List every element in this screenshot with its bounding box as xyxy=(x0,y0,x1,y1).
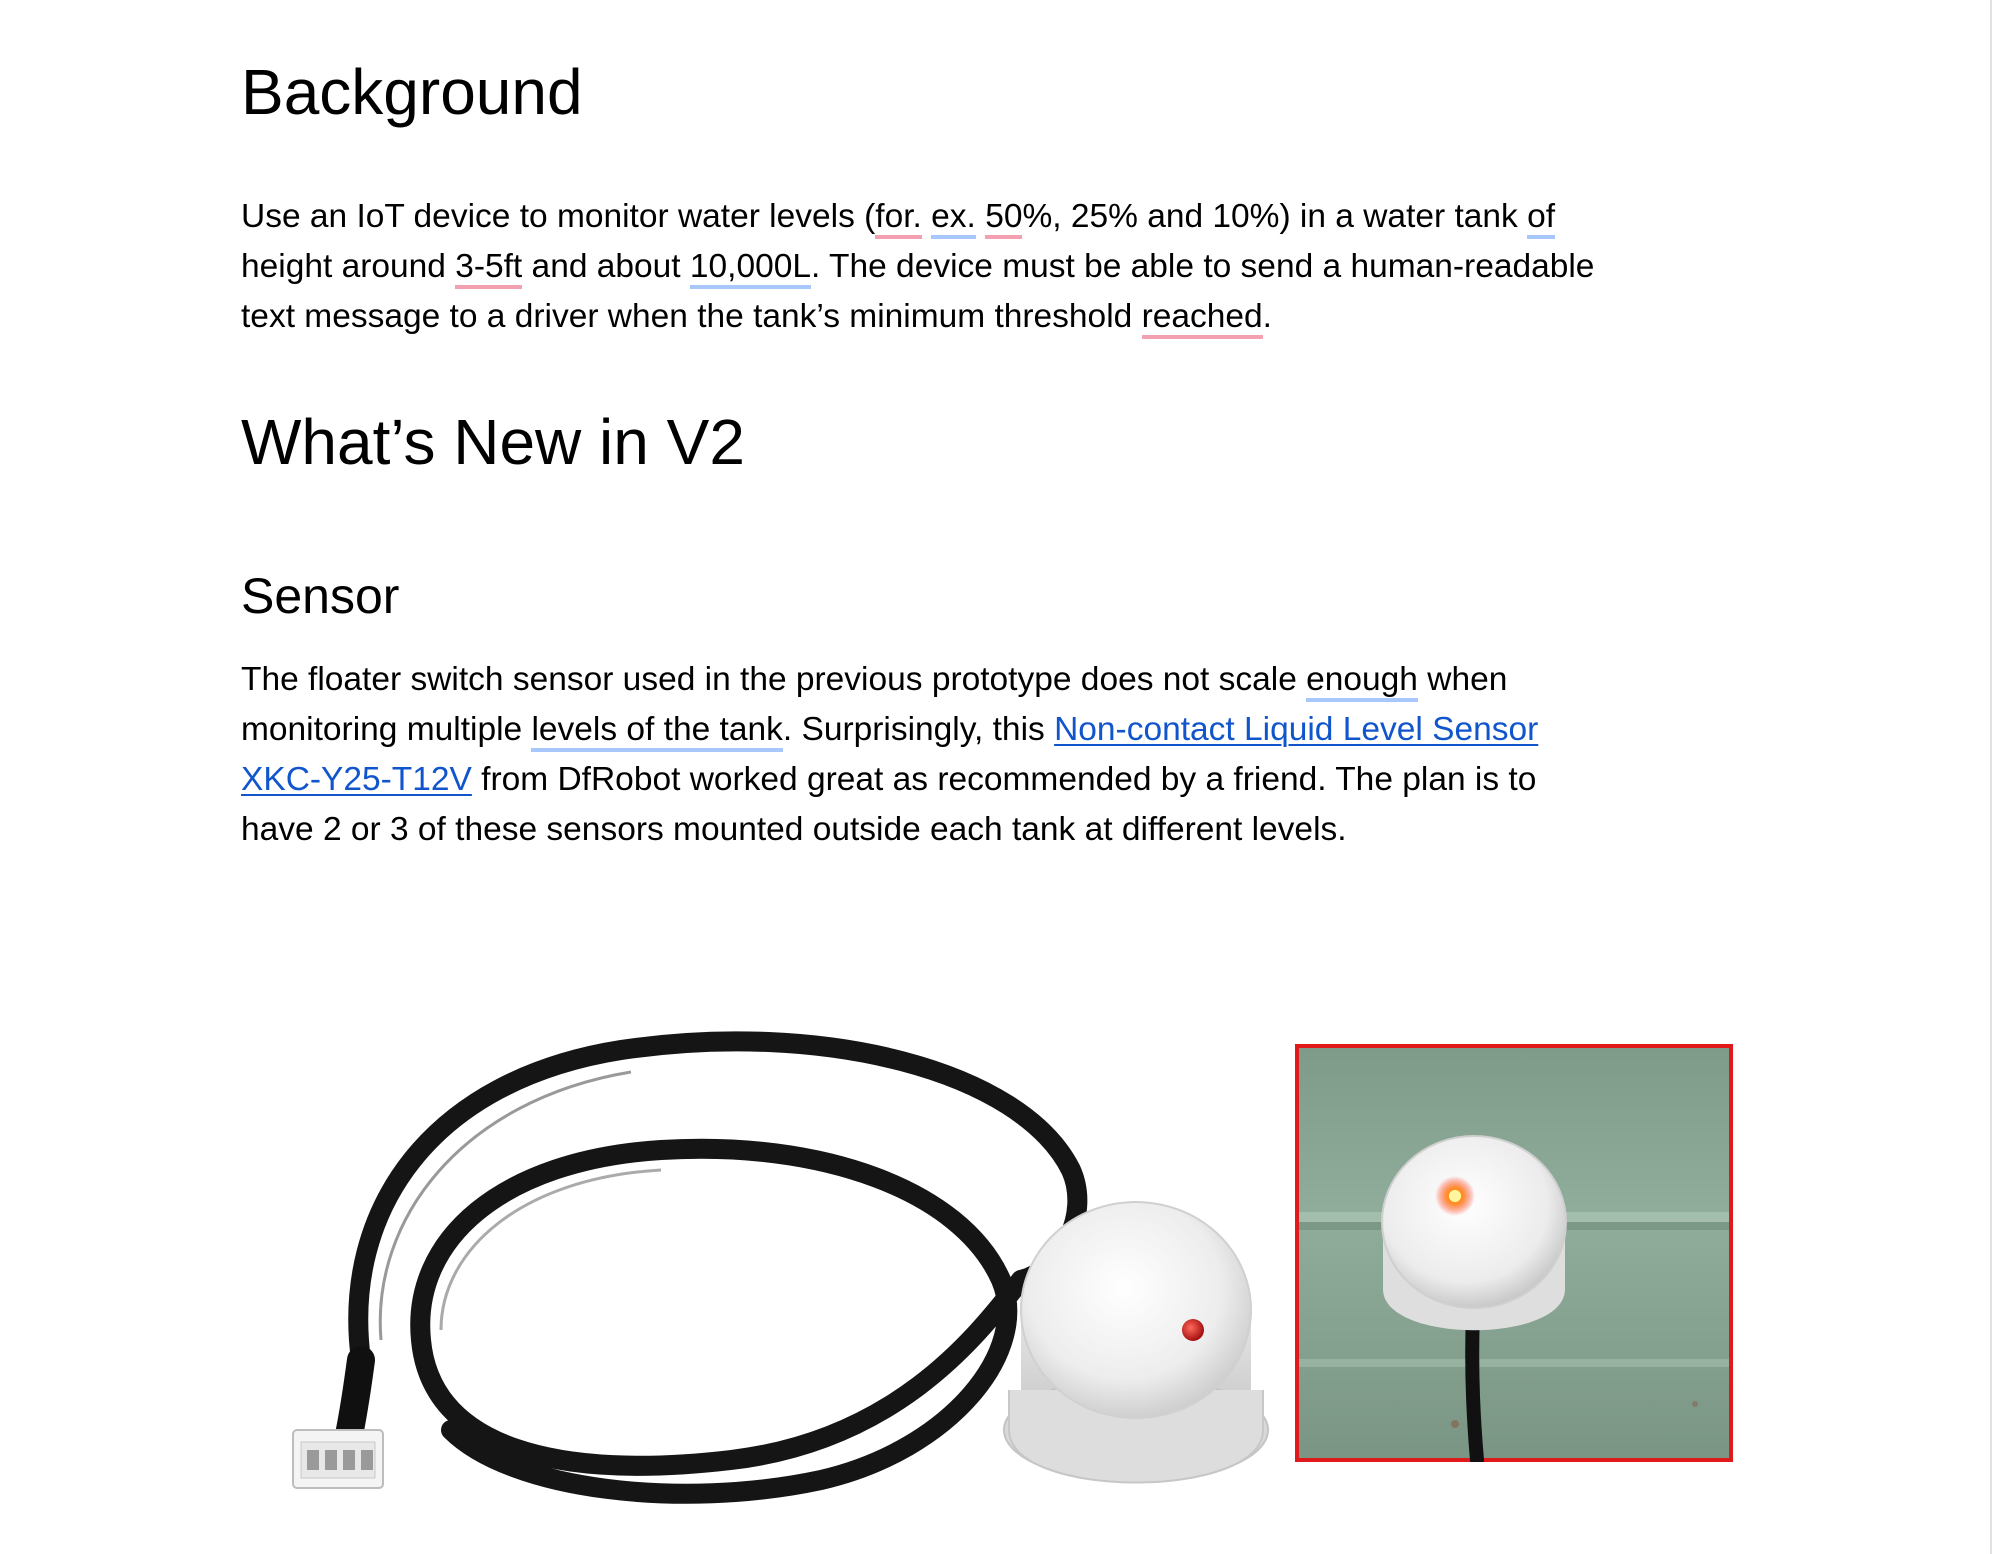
background-line-2: height around 3-5ft and about 10,000L. The device must be able to send a human-readable xyxy=(241,242,1741,292)
sensor-line-1: The floater switch sensor used in the previous prototype does not scale enough when xyxy=(241,655,1741,705)
background-paragraph xyxy=(241,192,1741,342)
heading-whats-new: What’s New in V2 xyxy=(241,406,745,478)
heading-sensor: Sensor xyxy=(241,568,400,624)
spelling-flag-reached[interactable]: reached xyxy=(1142,298,1263,339)
grammar-flag-enough[interactable]: enough xyxy=(1306,661,1418,702)
heading-background: Background xyxy=(241,56,583,128)
grammar-flag-of[interactable]: of xyxy=(1527,198,1555,239)
sensor-line-3: XKC-Y25-T12V from DfRobot worked great as recommended by a friend. The plan is to xyxy=(241,761,1537,798)
sensor-line-4: have 2 or 3 of these sensors mounted outside each tank at different levels. xyxy=(241,811,1347,848)
sensor-on-tank-photo xyxy=(1295,1044,1733,1462)
background-line-3: text message to a driver when the tank’s minimum threshold reached. xyxy=(241,292,1741,342)
grammar-flag-10000l[interactable]: 10,000L xyxy=(690,248,811,289)
sensor-product-link[interactable]: Non-contact Liquid Level Sensor xyxy=(1054,711,1539,748)
sensor-product-link-continued[interactable]: XKC-Y25-T12V xyxy=(241,761,472,798)
sensor-with-cable-photo xyxy=(261,1010,1321,1530)
spelling-flag-3-5ft[interactable]: 3-5ft xyxy=(455,248,522,289)
spelling-flag-for[interactable]: for. xyxy=(875,198,922,239)
spelling-flag-50[interactable]: 50 xyxy=(985,198,1022,239)
grammar-flag-ex[interactable]: ex. xyxy=(931,198,976,239)
background-line-1: Use an IoT device to monitor water levels (for. ex. 50%, 25% and 10%) in a water tank of xyxy=(241,192,1741,242)
sensor-paragraph xyxy=(241,655,1741,855)
grammar-flag-levels-of-the-tank[interactable]: levels of the tank xyxy=(531,711,782,752)
sensor-line-2: monitoring multiple levels of the tank. Surprisingly, this Non-contact Liquid Level Sensor xyxy=(241,705,1741,755)
